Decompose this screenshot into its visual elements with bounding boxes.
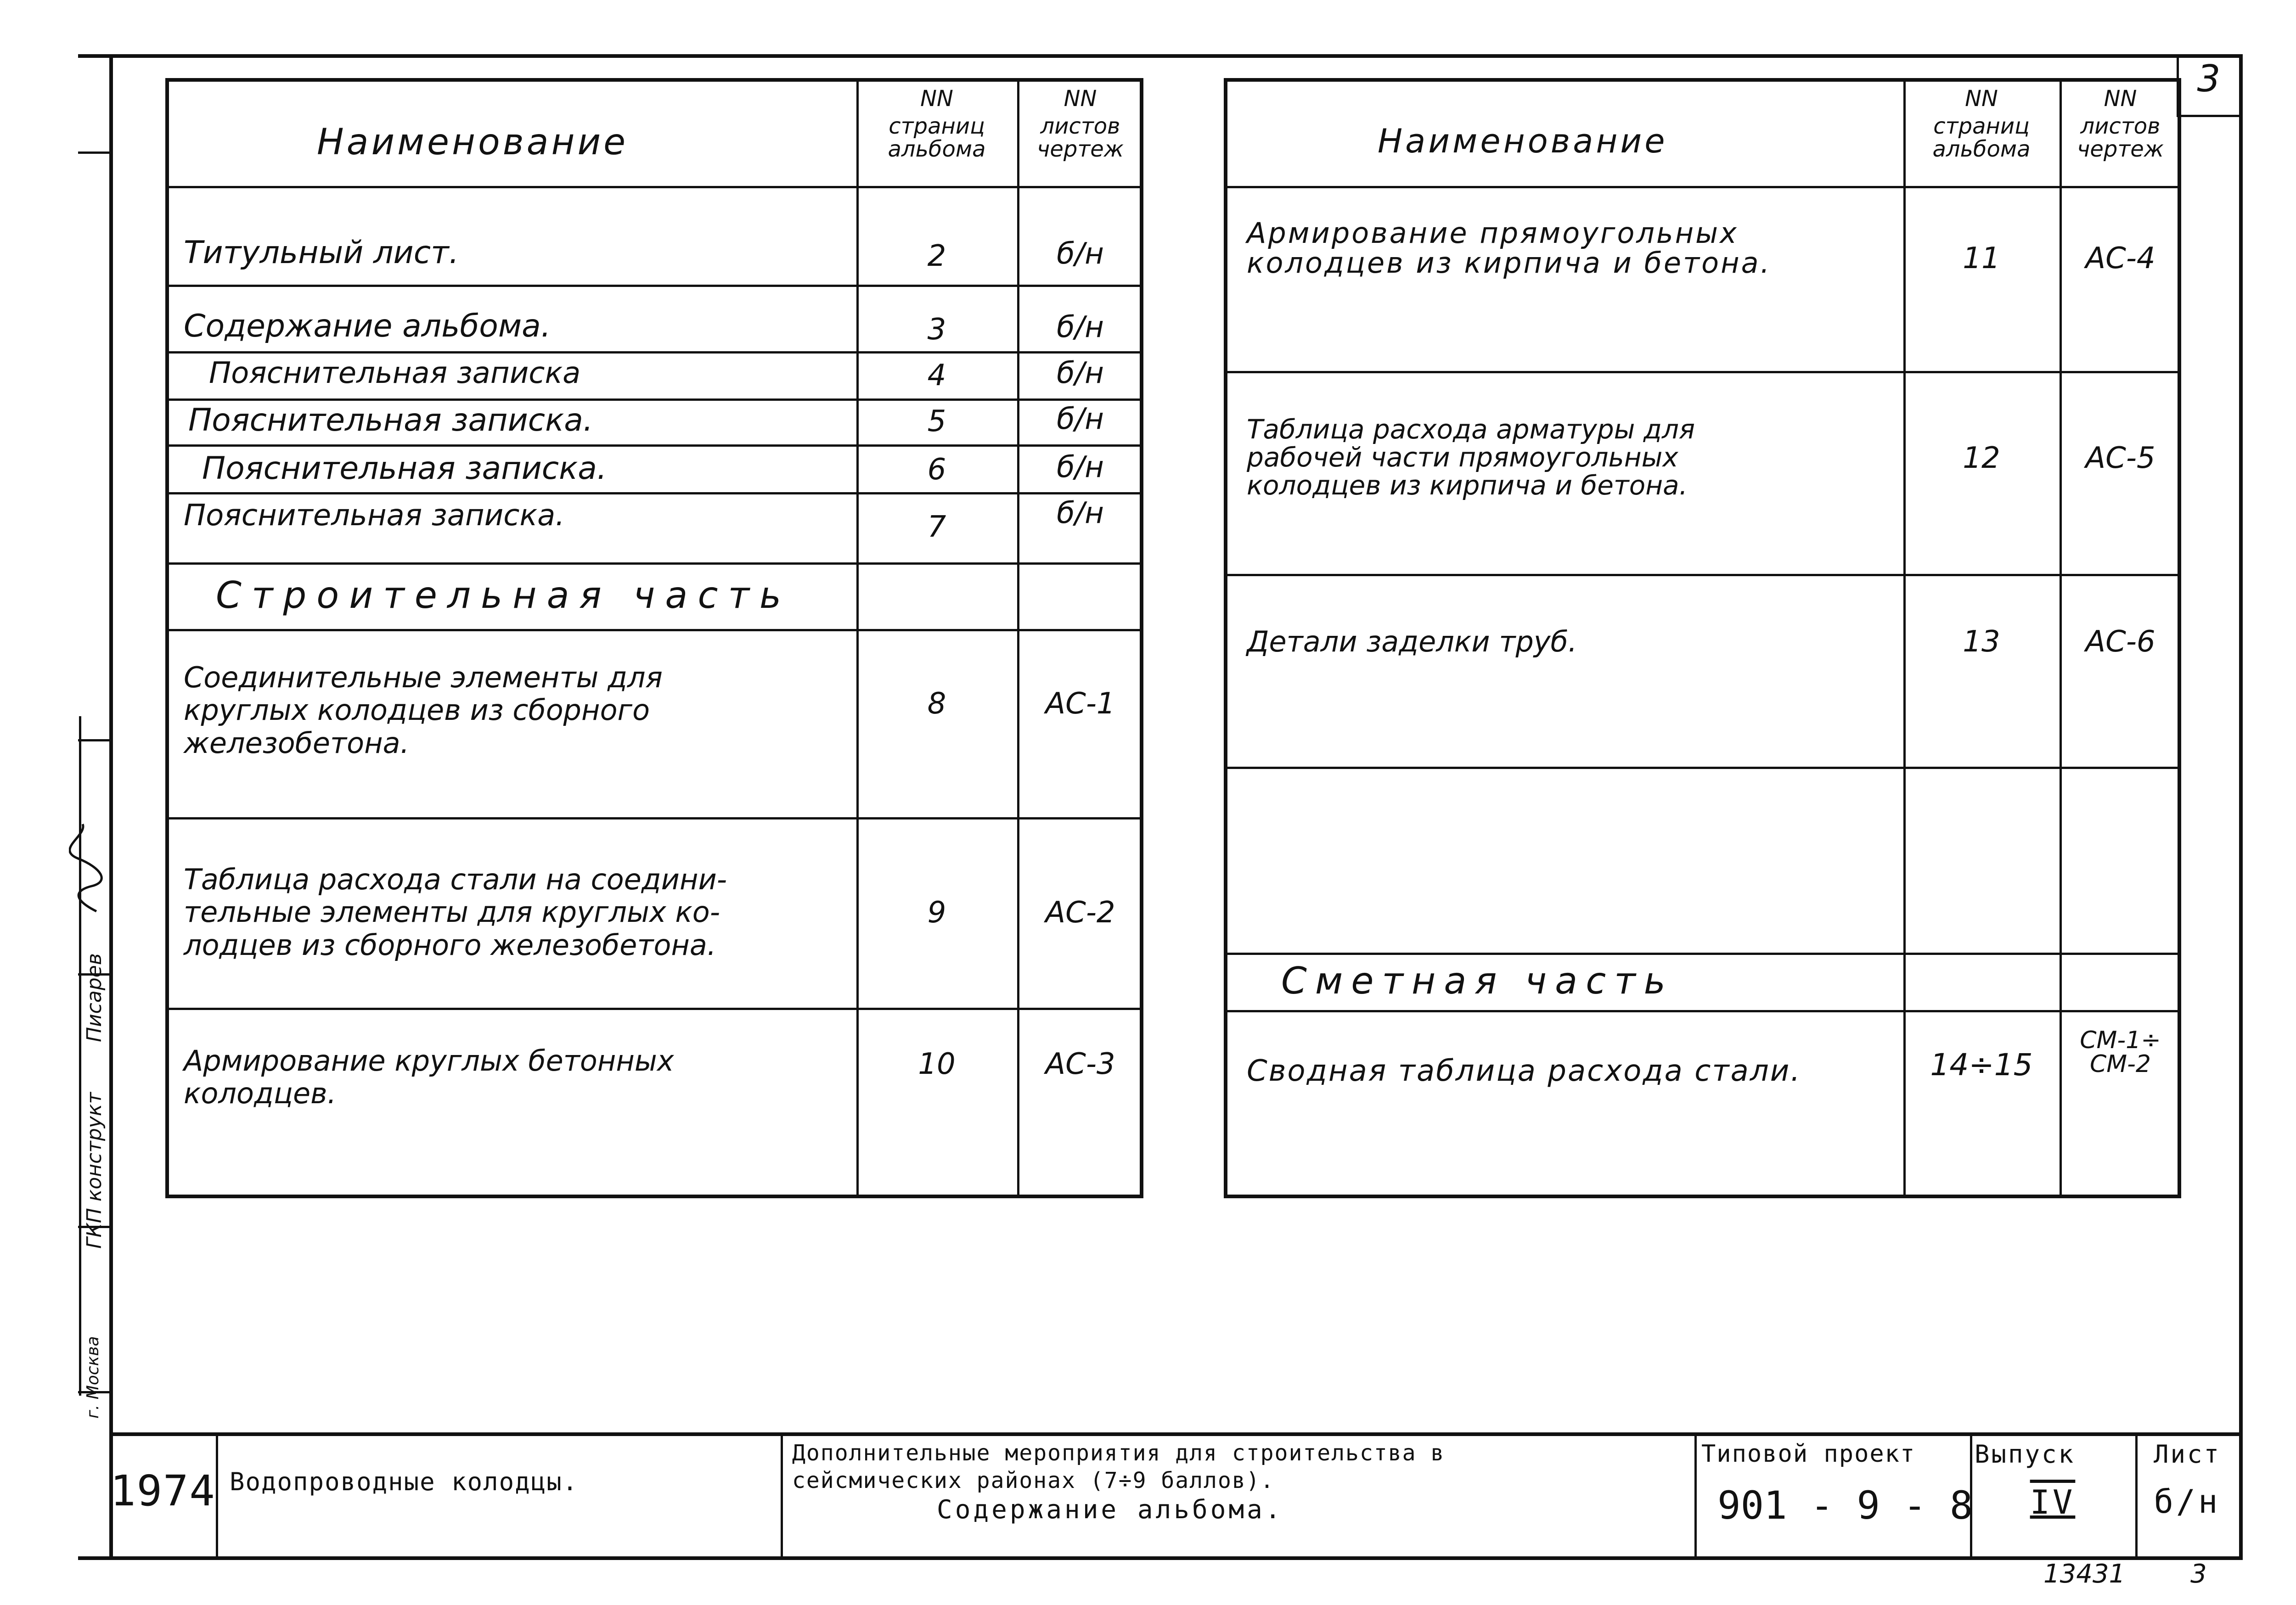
left-header-sheets-nn: NN	[1064, 86, 1097, 112]
left-section-row-sheet: АС-3	[1045, 1047, 1115, 1081]
left-row-divider	[165, 1008, 1143, 1010]
left-header-sheets-label: листов чертеж	[1036, 113, 1124, 163]
left-header-name: Наименование	[317, 122, 629, 163]
left-row-name: Пояснительная записка.	[202, 450, 607, 487]
stamp-project-label: Типовой проект	[1701, 1440, 1916, 1468]
frame-left-border	[109, 54, 113, 1560]
stamp-issue-label: Выпуск	[1975, 1440, 2076, 1469]
stamp-title-line1: Дополнительные мероприятия для строительства в	[792, 1440, 1445, 1466]
right-row-divider	[1224, 371, 2181, 373]
left-row-divider	[165, 186, 1143, 188]
right-row-page: 11	[1963, 241, 2000, 275]
corner-box-bottom	[2177, 115, 2241, 117]
left-row-page: 4	[927, 359, 946, 393]
left-row-sheet: б/н	[1057, 402, 1104, 436]
stamp-project-number: 901 - 9 - 8	[1717, 1483, 1973, 1528]
left-row-divider	[165, 562, 1143, 565]
frame-right-border	[2239, 54, 2243, 1560]
left-row-page: 2	[927, 239, 946, 273]
right-row-page: 12	[1963, 441, 2000, 475]
corner-sheet-number: 3	[2197, 57, 2221, 100]
stamp-year: 1974	[110, 1466, 216, 1515]
stamp-divider	[1694, 1432, 1697, 1556]
author-signature	[69, 822, 107, 914]
right-row-divider	[1224, 186, 2181, 188]
right-row-divider	[1224, 953, 2181, 955]
left-row-sheet: б/н	[1057, 496, 1104, 530]
left-row-sheet: б/н	[1057, 237, 1104, 271]
left-section-row-page: 8	[927, 687, 946, 721]
stamp-issue-value: IV	[2030, 1483, 2076, 1521]
right-row-sheet: АС-5	[2085, 441, 2155, 475]
right-row-page: 13	[1963, 625, 2000, 659]
left-row-divider	[165, 492, 1143, 494]
left-section-row-name: Таблица расхода стали на соедини- тельные элементы для круглых ко- лодцев из сборного железобетона.	[184, 863, 727, 962]
left-row-page: 7	[927, 510, 946, 544]
side-org-label: ГКП конструкт	[83, 1092, 106, 1249]
left-row-divider	[165, 398, 1143, 401]
right-row-sheet: АС-6	[2085, 625, 2155, 659]
right-section-row-sheet: СМ-1÷ СМ-2	[2080, 1027, 2161, 1078]
left-row-sheet: б/н	[1057, 310, 1104, 344]
left-row-page: 6	[927, 453, 946, 487]
left-row-name: Пояснительная записка.	[188, 402, 593, 438]
bottom-page-number: 3	[2190, 1559, 2207, 1589]
right-header-pages-nn: NN	[1965, 86, 1998, 112]
stamp-object: Водопроводные колодцы.	[230, 1467, 579, 1496]
right-header-name: Наименование	[1378, 122, 1668, 160]
left-section-title: Строительная часть	[216, 574, 792, 617]
right-row-divider	[1224, 574, 2181, 576]
margin-tick	[78, 152, 110, 154]
left-row-name: Пояснительная записка	[209, 356, 581, 390]
stamp-divider	[781, 1432, 783, 1556]
left-section-row-sheet: АС-2	[1045, 896, 1115, 930]
left-row-name: Содержание альбома.	[184, 308, 551, 344]
left-header-pages-nn: NN	[920, 86, 953, 112]
left-row-page: 3	[927, 313, 946, 347]
frame-bottom-border	[78, 1556, 2241, 1560]
margin-strip-line	[79, 716, 81, 1396]
left-row-name: Титульный лист.	[184, 235, 459, 271]
archive-number: 13431	[2043, 1559, 2126, 1589]
right-section-row-name: Сводная таблица расхода стали.	[1247, 1054, 1801, 1088]
right-section-row-page: 14÷15	[1930, 1047, 2033, 1083]
side-author-label: Писарев	[83, 953, 106, 1042]
right-row-name: Детали заделки труб.	[1247, 625, 1577, 658]
left-section-row-name: Армирование круглых бетонных колодцев.	[184, 1044, 674, 1111]
stamp-sheet-label: Лист	[2153, 1440, 2221, 1469]
left-row-divider	[165, 444, 1143, 447]
left-row-name: Пояснительная записка.	[184, 499, 565, 533]
left-section-row-name: Соединительные элементы для круглых колодцев из сборного железобетона.	[184, 661, 663, 760]
right-row-name: Таблица расхода арматуры для рабочей части прямоугольных колодцев из кирпича и бетона.	[1247, 414, 1695, 501]
left-section-row-page: 10	[918, 1047, 956, 1081]
right-header-sheets-nn: NN	[2104, 86, 2137, 112]
stamp-title-line3: Содержание альбома.	[937, 1495, 1283, 1525]
left-row-divider	[165, 285, 1143, 287]
right-section-title: Сметная часть	[1281, 960, 1674, 1002]
left-section-row-sheet: АС-1	[1045, 687, 1115, 721]
left-row-page: 5	[927, 404, 946, 438]
frame-top-border	[78, 54, 2241, 58]
left-row-divider	[165, 629, 1143, 631]
right-row-name: Армирование прямоугольных колодцев из кирпича и бетона.	[1247, 216, 1772, 280]
right-row-divider	[1224, 1010, 2181, 1012]
right-header-sheets-label: листов чертеж	[2077, 113, 2164, 163]
left-row-sheet: б/н	[1057, 450, 1104, 484]
stamp-divider	[216, 1432, 218, 1556]
right-header-pages-label: страниц альбома	[1932, 113, 2031, 163]
stamp-title-line2: сейсмических районах (7÷9 баллов).	[792, 1468, 1275, 1493]
right-row-divider	[1224, 767, 2181, 769]
left-row-sheet: б/н	[1057, 356, 1104, 390]
left-header-pages-label: страниц альбома	[888, 113, 986, 163]
side-city-label: г. Москва	[84, 1336, 102, 1419]
stamp-top-border	[109, 1432, 2240, 1436]
left-row-divider	[165, 351, 1143, 354]
stamp-sheet-value: б/н	[2154, 1483, 2221, 1521]
left-row-divider	[165, 817, 1143, 819]
margin-tick	[78, 739, 110, 741]
left-section-row-page: 9	[927, 896, 946, 930]
right-row-sheet: АС-4	[2085, 241, 2155, 275]
